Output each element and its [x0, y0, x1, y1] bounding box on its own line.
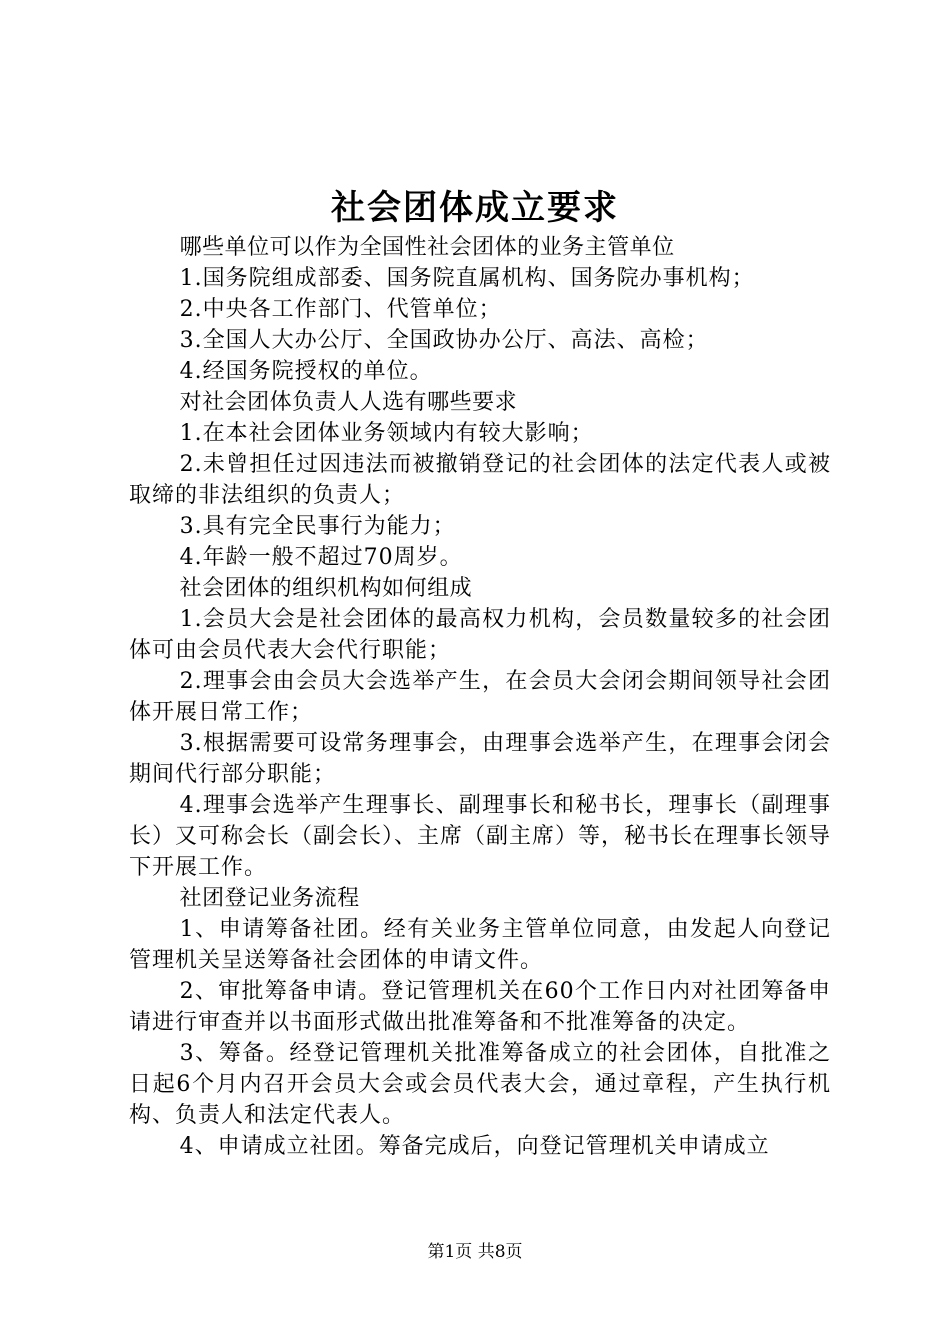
page-footer: 第1页 共8页	[427, 1242, 523, 1262]
paragraph: 2、审批筹备申请。登记管理机关在60个工作日内对社团筹备申请进行审查并以书面形式做出批准筹备和不批准筹备的决定。	[129, 979, 831, 1035]
paragraph: 3.具有完全民事行为能力；	[179, 514, 456, 539]
paragraph: 1.国务院组成部委、国务院直属机构、国务院办事机构；	[179, 266, 755, 291]
paragraph: 3.根据需要可设常务理事会，由理事会选举产生，在理事会闭会期间代行部分职能；	[129, 731, 831, 787]
paragraph: 1.在本社会团体业务领域内有较大影响；	[179, 421, 594, 446]
paragraph: 1.会员大会是社会团体的最高权力机构，会员数量较多的社会团体可由会员代表大会代行职能；	[129, 607, 831, 663]
paragraph: 3、筹备。经登记管理机关批准筹备成立的社会团体，自批准之日起6个月内召开会员大会或会员代表大会，通过章程，产生执行机构、负责人和法定代表人。	[129, 1041, 831, 1128]
section-heading: 社会团体的组织机构如何组成	[179, 576, 473, 601]
paragraph: 4.年龄一般不超过70周岁。	[179, 545, 463, 570]
paragraph: 3.全国人大办公厅、全国政协办公厅、高法、高检；	[179, 328, 709, 353]
section-heading: 对社会团体负责人人选有哪些要求	[179, 390, 518, 415]
paragraph: 2.中央各工作部门、代管单位；	[179, 297, 502, 322]
paragraph: 2.未曾担任过因违法而被撤销登记的社会团体的法定代表人或被取缔的非法组织的负责人；	[129, 452, 831, 508]
paragraph: 1、申请筹备社团。经有关业务主管单位同意，由发起人向登记管理机关呈送筹备社会团体的申请文件。	[129, 917, 831, 973]
paragraph: 4.理事会选举产生理事长、副理事长和秘书长，理事长（副理事长）又可称会长（副会长）、主席（副主席）等，秘书长在理事长领导下开展工作。	[129, 793, 832, 880]
section-heading: 社团登记业务流程	[179, 886, 360, 911]
section-heading: 哪些单位可以作为全国性社会团体的业务主管单位	[179, 235, 675, 260]
paragraph: 4、申请成立社团。筹备完成后，向登记管理机关申请成立	[179, 1134, 770, 1159]
document-title: 社会团体成立要求	[331, 188, 619, 228]
document-body	[129, 232, 831, 1162]
paragraph: 4.经国务院授权的单位。	[179, 359, 433, 384]
paragraph: 2.理事会由会员大会选举产生，在会员大会闭会期间领导社会团体开展日常工作；	[129, 669, 831, 725]
